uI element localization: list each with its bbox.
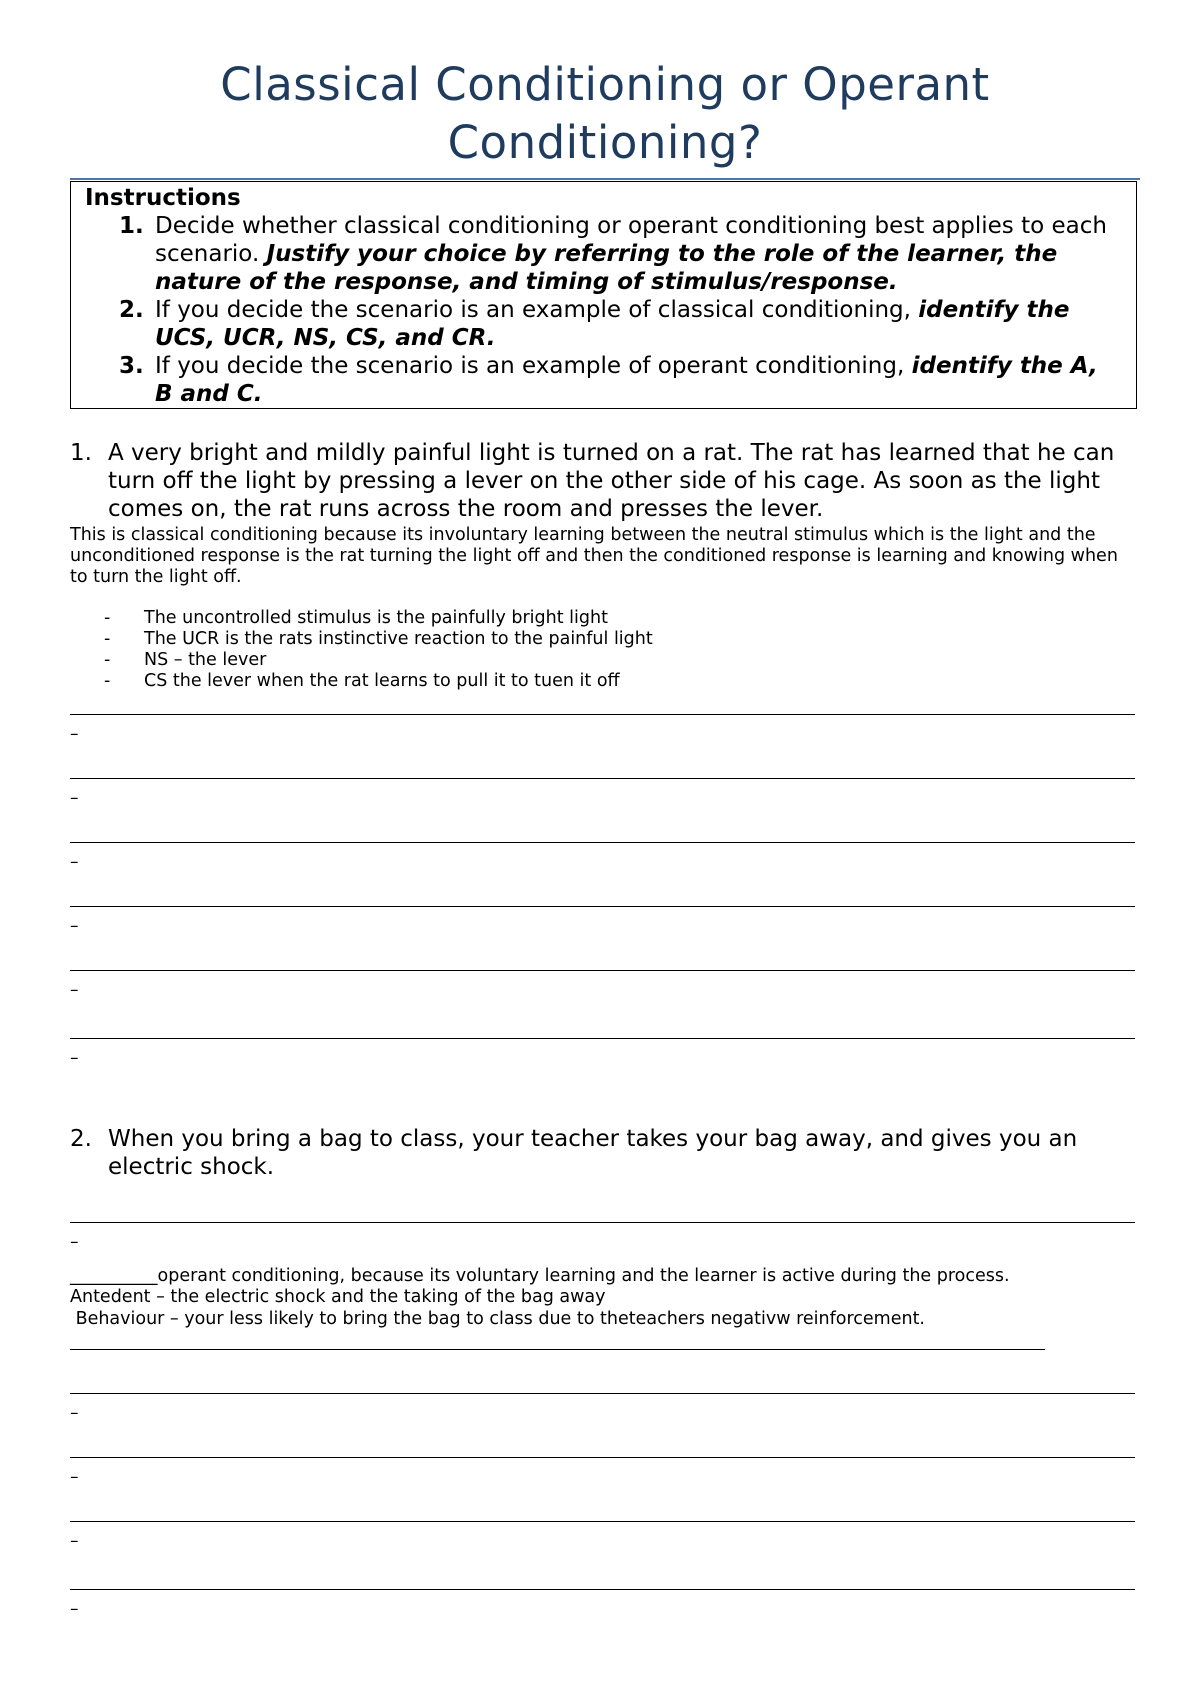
- answer-line: [70, 1222, 1135, 1223]
- instructions-heading: Instructions: [85, 185, 241, 211]
- instruction-emphasis: identify the UCS, UCR, NS, CS, and CR.: [155, 297, 1070, 351]
- question-1-bullet-list: [104, 608, 1004, 692]
- title-line-2: Conditioning?: [447, 116, 763, 169]
- answer-line: [70, 778, 1135, 779]
- bullet-text: CS the lever when the rat learns to pull it to tuen it off: [144, 671, 620, 691]
- instruction-text: [155, 212, 1115, 296]
- instructions-box: [70, 181, 1137, 409]
- answer-line-mark: –: [70, 1467, 79, 1487]
- answer-line: [70, 906, 1135, 907]
- answer-line-mark: –: [70, 1403, 79, 1423]
- answer-line: [70, 842, 1135, 843]
- instruction-number: 2.: [119, 297, 144, 323]
- bullet-text: The uncontrolled stimulus is the painfully bright light: [144, 608, 608, 628]
- answer-line: [70, 1457, 1135, 1458]
- instruction-emphasis: Justify your choice by referring to the role of the learner, the nature of the response, and timing of stimulus/response.: [155, 241, 1058, 295]
- answer-line-mark: –: [70, 852, 79, 872]
- bullet-mark: -: [104, 650, 111, 670]
- answer-line: [70, 1038, 1135, 1039]
- instruction-plain: If you decide the scenario is an example of classical conditioning,: [155, 297, 919, 323]
- bullet-mark: -: [104, 608, 111, 628]
- question-2-answer-line-2: Antedent – the electric shock and the taking of the bag away: [70, 1287, 606, 1307]
- bullet-text: The UCR is the rats instinctive reaction to the painful light: [144, 629, 653, 649]
- answer-line-mark: –: [70, 916, 79, 936]
- answer-line-mark: –: [70, 1048, 79, 1068]
- question-number: 2.: [70, 1126, 92, 1152]
- answer-line-mark: –: [70, 1599, 79, 1619]
- instruction-number: 3.: [119, 353, 144, 379]
- answer-line: [70, 1521, 1135, 1522]
- instruction-plain: If you decide the scenario is an example of operant conditioning,: [155, 353, 912, 379]
- answer-line-mark: –: [70, 788, 79, 808]
- bullet-mark: -: [104, 671, 111, 691]
- page-title: [70, 56, 1140, 172]
- question-text: A very bright and mildly painful light is turned on a rat. The rat has learned that he can turn off the light by pressing a lever on the other side of his cage. As soon as the light comes on, the rat runs across the room and presses the lever.: [108, 440, 1115, 522]
- answer-line: [70, 1393, 1135, 1394]
- title-underline: [70, 178, 1140, 180]
- answer-line: [70, 1589, 1135, 1590]
- list-item: [104, 629, 1004, 650]
- list-item: [104, 650, 1004, 671]
- instruction-plain: Decide whether classical conditioning or operant conditioning best applies to each scenario.: [155, 213, 1107, 267]
- answer-line-mark: –: [70, 1232, 79, 1252]
- question-1-answer: This is classical conditioning because its involuntary learning between the neutral stimulus which is the light and the unconditioned response is the rat turning the light off and then the conditioned response is learning and knowing when to turn the light off.: [70, 525, 1118, 587]
- answer-line-mark: –: [70, 724, 79, 744]
- answer-line: [70, 1349, 1045, 1350]
- list-item: [104, 608, 1004, 629]
- bullet-text: NS – the lever: [144, 650, 267, 670]
- question-2-answer-line-1: __________operant conditioning, because its voluntary learning and the learner is active during the process.: [70, 1266, 1010, 1286]
- question-text: When you bring a bag to class, your teacher takes your bag away, and gives you an electric shock.: [108, 1126, 1078, 1180]
- title-line-1: Classical Conditioning or Operant: [220, 58, 990, 111]
- instruction-text: [155, 352, 1115, 408]
- instruction-number: 1.: [119, 213, 144, 239]
- instruction-text: [155, 296, 1115, 352]
- answer-line-mark: –: [70, 1531, 79, 1551]
- answer-line: [70, 714, 1135, 715]
- answer-line: [70, 970, 1135, 971]
- question-2-answer-line-3: Behaviour – your less likely to bring the bag to class due to theteachers negativw reinforcement.: [70, 1309, 925, 1329]
- list-item: [104, 671, 1004, 692]
- answer-line-mark: –: [70, 980, 79, 1000]
- instruction-emphasis: identify the A, B and C.: [155, 353, 1098, 407]
- bullet-mark: -: [104, 629, 111, 649]
- question-number: 1.: [70, 440, 92, 466]
